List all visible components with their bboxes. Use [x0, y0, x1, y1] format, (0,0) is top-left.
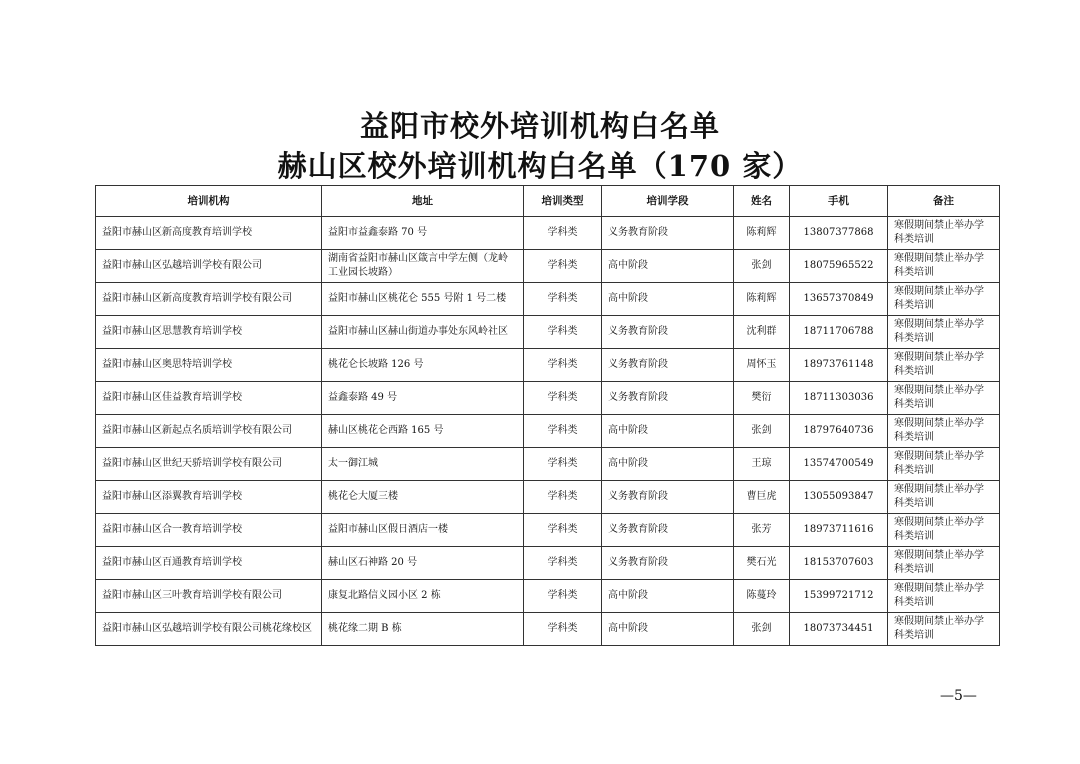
cell-remarks: 寒假期间禁止举办学科类培训 [888, 217, 1000, 250]
cell-institution: 益阳市赫山区佳益教育培训学校 [96, 382, 322, 415]
cell-training-stage: 义务教育阶段 [602, 217, 734, 250]
cell-name: 陈莉辉 [734, 217, 790, 250]
cell-address: 桃花缘二期 B 栋 [322, 613, 524, 646]
cell-institution: 益阳市赫山区奥思特培训学校 [96, 349, 322, 382]
cell-training-stage: 高中阶段 [602, 250, 734, 283]
cell-phone: 18711706788 [790, 316, 888, 349]
cell-address: 益阳市赫山区赫山街道办事处东风岭社区 [322, 316, 524, 349]
cell-address: 赫山区桃花仑西路 165 号 [322, 415, 524, 448]
cell-phone: 18711303036 [790, 382, 888, 415]
cell-remarks: 寒假期间禁止举办学科类培训 [888, 415, 1000, 448]
cell-institution: 益阳市赫山区添翼教育培训学校 [96, 481, 322, 514]
cell-institution: 益阳市赫山区合一教育培训学校 [96, 514, 322, 547]
cell-training-stage: 义务教育阶段 [602, 382, 734, 415]
cell-name: 沈利群 [734, 316, 790, 349]
cell-remarks: 寒假期间禁止举办学科类培训 [888, 250, 1000, 283]
cell-phone: 15399721712 [790, 580, 888, 613]
cell-institution: 益阳市赫山区新高度教育培训学校有限公司 [96, 283, 322, 316]
cell-name: 樊衍 [734, 382, 790, 415]
cell-name: 张芳 [734, 514, 790, 547]
table-row [96, 349, 1000, 382]
cell-training-stage: 高中阶段 [602, 283, 734, 316]
header-address: 地址 [322, 186, 524, 217]
cell-phone: 18973761148 [790, 349, 888, 382]
cell-phone: 18073734451 [790, 613, 888, 646]
cell-institution: 益阳市赫山区弘越培训学校有限公司 [96, 250, 322, 283]
cell-remarks: 寒假期间禁止举办学科类培训 [888, 580, 1000, 613]
cell-remarks: 寒假期间禁止举办学科类培训 [888, 514, 1000, 547]
cell-address: 益阳市赫山区桃花仑 555 号附 1 号二楼 [322, 283, 524, 316]
cell-remarks: 寒假期间禁止举办学科类培训 [888, 349, 1000, 382]
cell-training-type: 学科类 [524, 613, 602, 646]
cell-address: 桃花仑长坡路 126 号 [322, 349, 524, 382]
cell-training-type: 学科类 [524, 382, 602, 415]
header-name: 姓名 [734, 186, 790, 217]
cell-address: 桃花仑大厦三楼 [322, 481, 524, 514]
cell-address: 益阳市益鑫泰路 70 号 [322, 217, 524, 250]
header-remarks: 备注 [888, 186, 1000, 217]
document-title: 益阳市校外培训机构白名单 [359, 109, 720, 143]
table-header-row [96, 186, 1000, 217]
table-row [96, 382, 1000, 415]
cell-phone: 13657370849 [790, 283, 888, 316]
page-number: —5— [940, 688, 977, 704]
cell-institution: 益阳市赫山区世纪天骄培训学校有限公司 [96, 448, 322, 481]
cell-institution: 益阳市赫山区新起点名质培训学校有限公司 [96, 415, 322, 448]
cell-phone: 13807377868 [790, 217, 888, 250]
cell-training-stage: 义务教育阶段 [602, 316, 734, 349]
cell-training-type: 学科类 [524, 250, 602, 283]
cell-training-stage: 高中阶段 [602, 580, 734, 613]
cell-institution: 益阳市赫山区百通教育培训学校 [96, 547, 322, 580]
cell-training-stage: 高中阶段 [602, 448, 734, 481]
whitelist-table [95, 185, 1000, 646]
cell-remarks: 寒假期间禁止举办学科类培训 [888, 382, 1000, 415]
cell-training-stage: 高中阶段 [602, 613, 734, 646]
table-row [96, 547, 1000, 580]
cell-training-stage: 义务教育阶段 [602, 349, 734, 382]
cell-institution: 益阳市赫山区新高度教育培训学校 [96, 217, 322, 250]
cell-name: 曹巨虎 [734, 481, 790, 514]
table-row [96, 415, 1000, 448]
cell-remarks: 寒假期间禁止举办学科类培训 [888, 481, 1000, 514]
header-training-stage: 培训学段 [602, 186, 734, 217]
cell-address: 康复北路信义园小区 2 栋 [322, 580, 524, 613]
cell-name: 张剑 [734, 415, 790, 448]
cell-training-type: 学科类 [524, 481, 602, 514]
cell-institution: 益阳市赫山区思慧教育培训学校 [96, 316, 322, 349]
cell-name: 陈蔓玲 [734, 580, 790, 613]
table-row [96, 250, 1000, 283]
cell-training-stage: 义务教育阶段 [602, 481, 734, 514]
cell-remarks: 寒假期间禁止举办学科类培训 [888, 283, 1000, 316]
cell-training-stage: 高中阶段 [602, 415, 734, 448]
cell-training-type: 学科类 [524, 514, 602, 547]
cell-address: 太一御江城 [322, 448, 524, 481]
cell-address: 益阳市赫山区假日酒店一楼 [322, 514, 524, 547]
cell-training-type: 学科类 [524, 316, 602, 349]
header-institution: 培训机构 [96, 186, 322, 217]
table-row [96, 283, 1000, 316]
cell-training-type: 学科类 [524, 415, 602, 448]
cell-name: 王琼 [734, 448, 790, 481]
cell-remarks: 寒假期间禁止举办学科类培训 [888, 613, 1000, 646]
header-phone: 手机 [790, 186, 888, 217]
cell-phone: 18153707603 [790, 547, 888, 580]
document-subtitle: 赫山区校外培训机构白名单（170 家） [277, 149, 803, 183]
cell-training-type: 学科类 [524, 448, 602, 481]
cell-phone: 18797640736 [790, 415, 888, 448]
cell-name: 樊石光 [734, 547, 790, 580]
cell-training-type: 学科类 [524, 547, 602, 580]
table-row [96, 448, 1000, 481]
header-training-type: 培训类型 [524, 186, 602, 217]
cell-phone: 18973711616 [790, 514, 888, 547]
cell-phone: 18075965522 [790, 250, 888, 283]
cell-name: 周怀玉 [734, 349, 790, 382]
cell-training-type: 学科类 [524, 349, 602, 382]
cell-institution: 益阳市赫山区三叶教育培训学校有限公司 [96, 580, 322, 613]
table-row [96, 514, 1000, 547]
cell-institution: 益阳市赫山区弘越培训学校有限公司桃花缘校区 [96, 613, 322, 646]
cell-training-type: 学科类 [524, 217, 602, 250]
table-row [96, 316, 1000, 349]
cell-training-stage: 义务教育阶段 [602, 547, 734, 580]
cell-remarks: 寒假期间禁止举办学科类培训 [888, 316, 1000, 349]
cell-training-stage: 义务教育阶段 [602, 514, 734, 547]
cell-training-type: 学科类 [524, 283, 602, 316]
cell-remarks: 寒假期间禁止举办学科类培训 [888, 547, 1000, 580]
cell-name: 张剑 [734, 250, 790, 283]
cell-training-type: 学科类 [524, 580, 602, 613]
table-row [96, 481, 1000, 514]
cell-phone: 13574700549 [790, 448, 888, 481]
table-row [96, 613, 1000, 646]
table-row [96, 217, 1000, 250]
cell-address: 益鑫泰路 49 号 [322, 382, 524, 415]
cell-name: 张剑 [734, 613, 790, 646]
table-row [96, 580, 1000, 613]
cell-name: 陈莉辉 [734, 283, 790, 316]
cell-address: 赫山区石神路 20 号 [322, 547, 524, 580]
cell-remarks: 寒假期间禁止举办学科类培训 [888, 448, 1000, 481]
cell-address: 湖南省益阳市赫山区箴言中学左侧（龙岭工业园长坡路） [322, 250, 524, 283]
cell-phone: 13055093847 [790, 481, 888, 514]
